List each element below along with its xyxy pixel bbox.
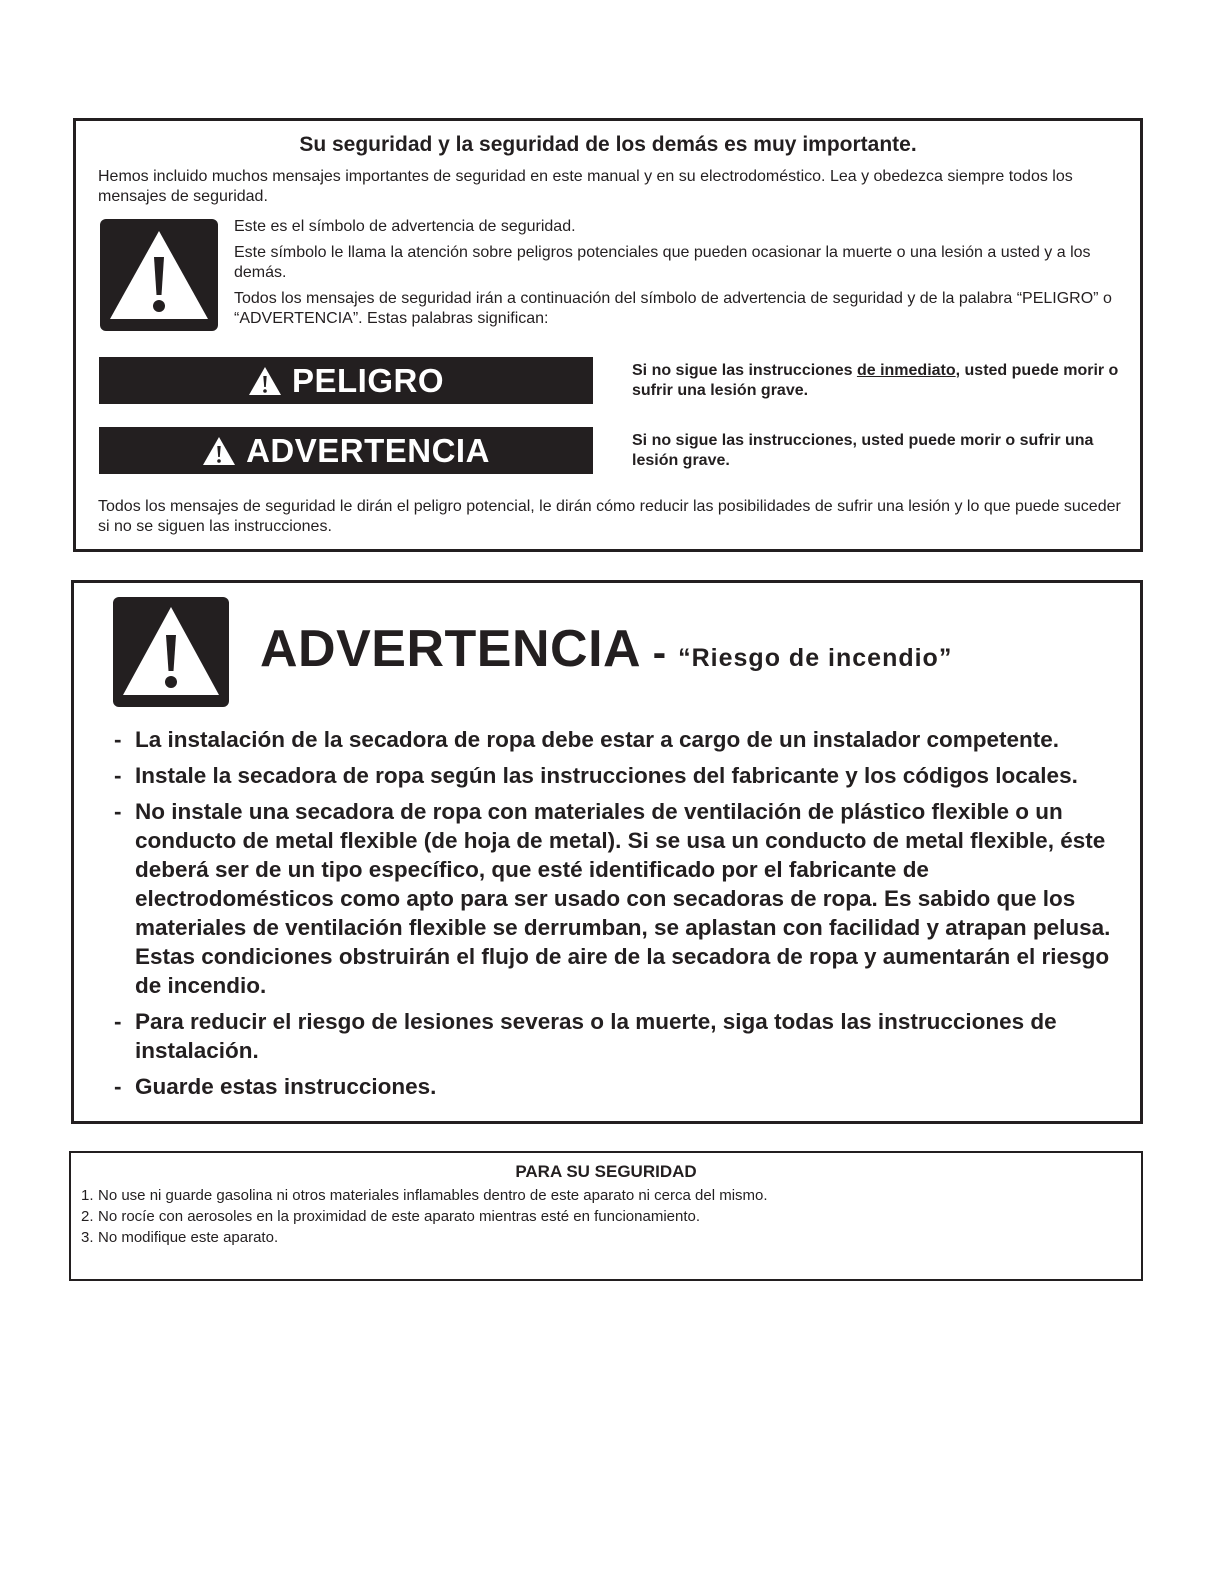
item-number: 1. (81, 1187, 94, 1204)
list-item (81, 1185, 768, 1206)
fire-warning-list (114, 725, 1118, 1108)
item-text: No use ni guarde gasolina ni otros materiales inflamables dentro de este aparato ni cerca del mismo. (98, 1187, 768, 1204)
warning-description: Si no sigue las instrucciones, usted puede morir o sufrir una lesión grave. (632, 432, 1094, 469)
fire-warning-box (71, 580, 1143, 1124)
fire-warning-title: ADVERTENCIA (260, 620, 642, 678)
symbol-line: Este es el símbolo de advertencia de seguridad. (234, 218, 576, 235)
for-your-safety-list (81, 1185, 768, 1248)
list-item (81, 1206, 768, 1227)
warning-triangle-icon (113, 597, 229, 707)
list-item: - La instalación de la secadora de ropa debe estar a cargo de un instalador competente. (114, 725, 1118, 754)
symbol-line: Este símbolo le llama la atención sobre peligros potenciales que pueden ocasionar la muerte o una lesión a usted y a los demás. (234, 244, 1091, 281)
danger-banner (99, 357, 593, 404)
symbol-explanation (234, 217, 1122, 335)
safety-intro-box (73, 118, 1143, 552)
item-number: 2. (81, 1208, 94, 1225)
danger-desc-text: Si no sigue las instrucciones (632, 362, 857, 379)
safety-intro-text: Hemos incluido muchos mensajes importantes de seguridad en este manual y en su electrodoméstico. Lea y obedezca siempre todos los mensajes de seguridad. (98, 168, 1073, 205)
item-text: No rocíe con aerosoles en la proximidad de este aparato mientras esté en funcionamiento. (98, 1208, 701, 1225)
for-your-safety-box (69, 1151, 1143, 1281)
item-text: No modifique este aparato. (98, 1229, 279, 1246)
danger-description (632, 361, 1120, 401)
safety-title: Su seguridad y la seguridad de los demás es muy importante. (299, 133, 917, 156)
list-item (81, 1227, 768, 1248)
for-your-safety-title: PARA SU SEGURIDAD (515, 1162, 697, 1181)
item-number: 3. (81, 1229, 94, 1246)
warning-triangle-icon (100, 219, 218, 331)
danger-desc-text: , usted puede morir o sufrir una lesión grave. (632, 362, 1119, 399)
safety-closing-text: Todos los mensajes de seguridad le dirán el peligro potencial, le dirán cómo reducir las posibilidades de sufrir una lesión y lo que puede suceder si no se siguen las instrucciones. (98, 498, 1121, 535)
fire-warning-heading (260, 619, 952, 679)
danger-label: PELIGRO (291, 361, 445, 399)
warning-triangle-icon (202, 436, 236, 466)
fire-warning-subtitle: “Riesgo de incendio” (678, 644, 953, 672)
list-item: - Para reducir el riesgo de lesiones severas o la muerte, siga todas las instrucciones de instalación. (114, 1007, 1118, 1065)
list-item: - Guarde estas instrucciones. (114, 1072, 1118, 1101)
warning-triangle-icon (248, 366, 282, 396)
list-item: - Instale la secadora de ropa según las instrucciones del fabricante y los códigos locales. (114, 761, 1118, 790)
symbol-line: Todos los mensajes de seguridad irán a continuación del símbolo de advertencia de seguridad y de la palabra “PELIGRO” o “ADVERTENCIA”. Estas palabras significan: (234, 290, 1112, 327)
warning-banner (99, 427, 593, 474)
list-item: - No instale una secadora de ropa con materiales de ventilación de plástico flexible o un conducto de metal flexible (de hoja de metal). Si se usa un conducto de metal flexible, éste deberá ser de un tipo específico, que esté identificado por el fabricante de electrodomésticos como apto para ser usado con secadoras de ropa. Es sabido que los materiales de ventilación flexible se derrumban, se aplastan con facilidad y atrapan pelusa. Estas condiciones obstruirán el flujo de aire de la secadora de ropa y aumentarán el riesgo de incendio. (114, 797, 1118, 1000)
warning-label: ADVERTENCIA (246, 431, 490, 469)
danger-desc-emphasis: de inmediato (856, 362, 956, 379)
heading-separator: - (641, 631, 679, 675)
